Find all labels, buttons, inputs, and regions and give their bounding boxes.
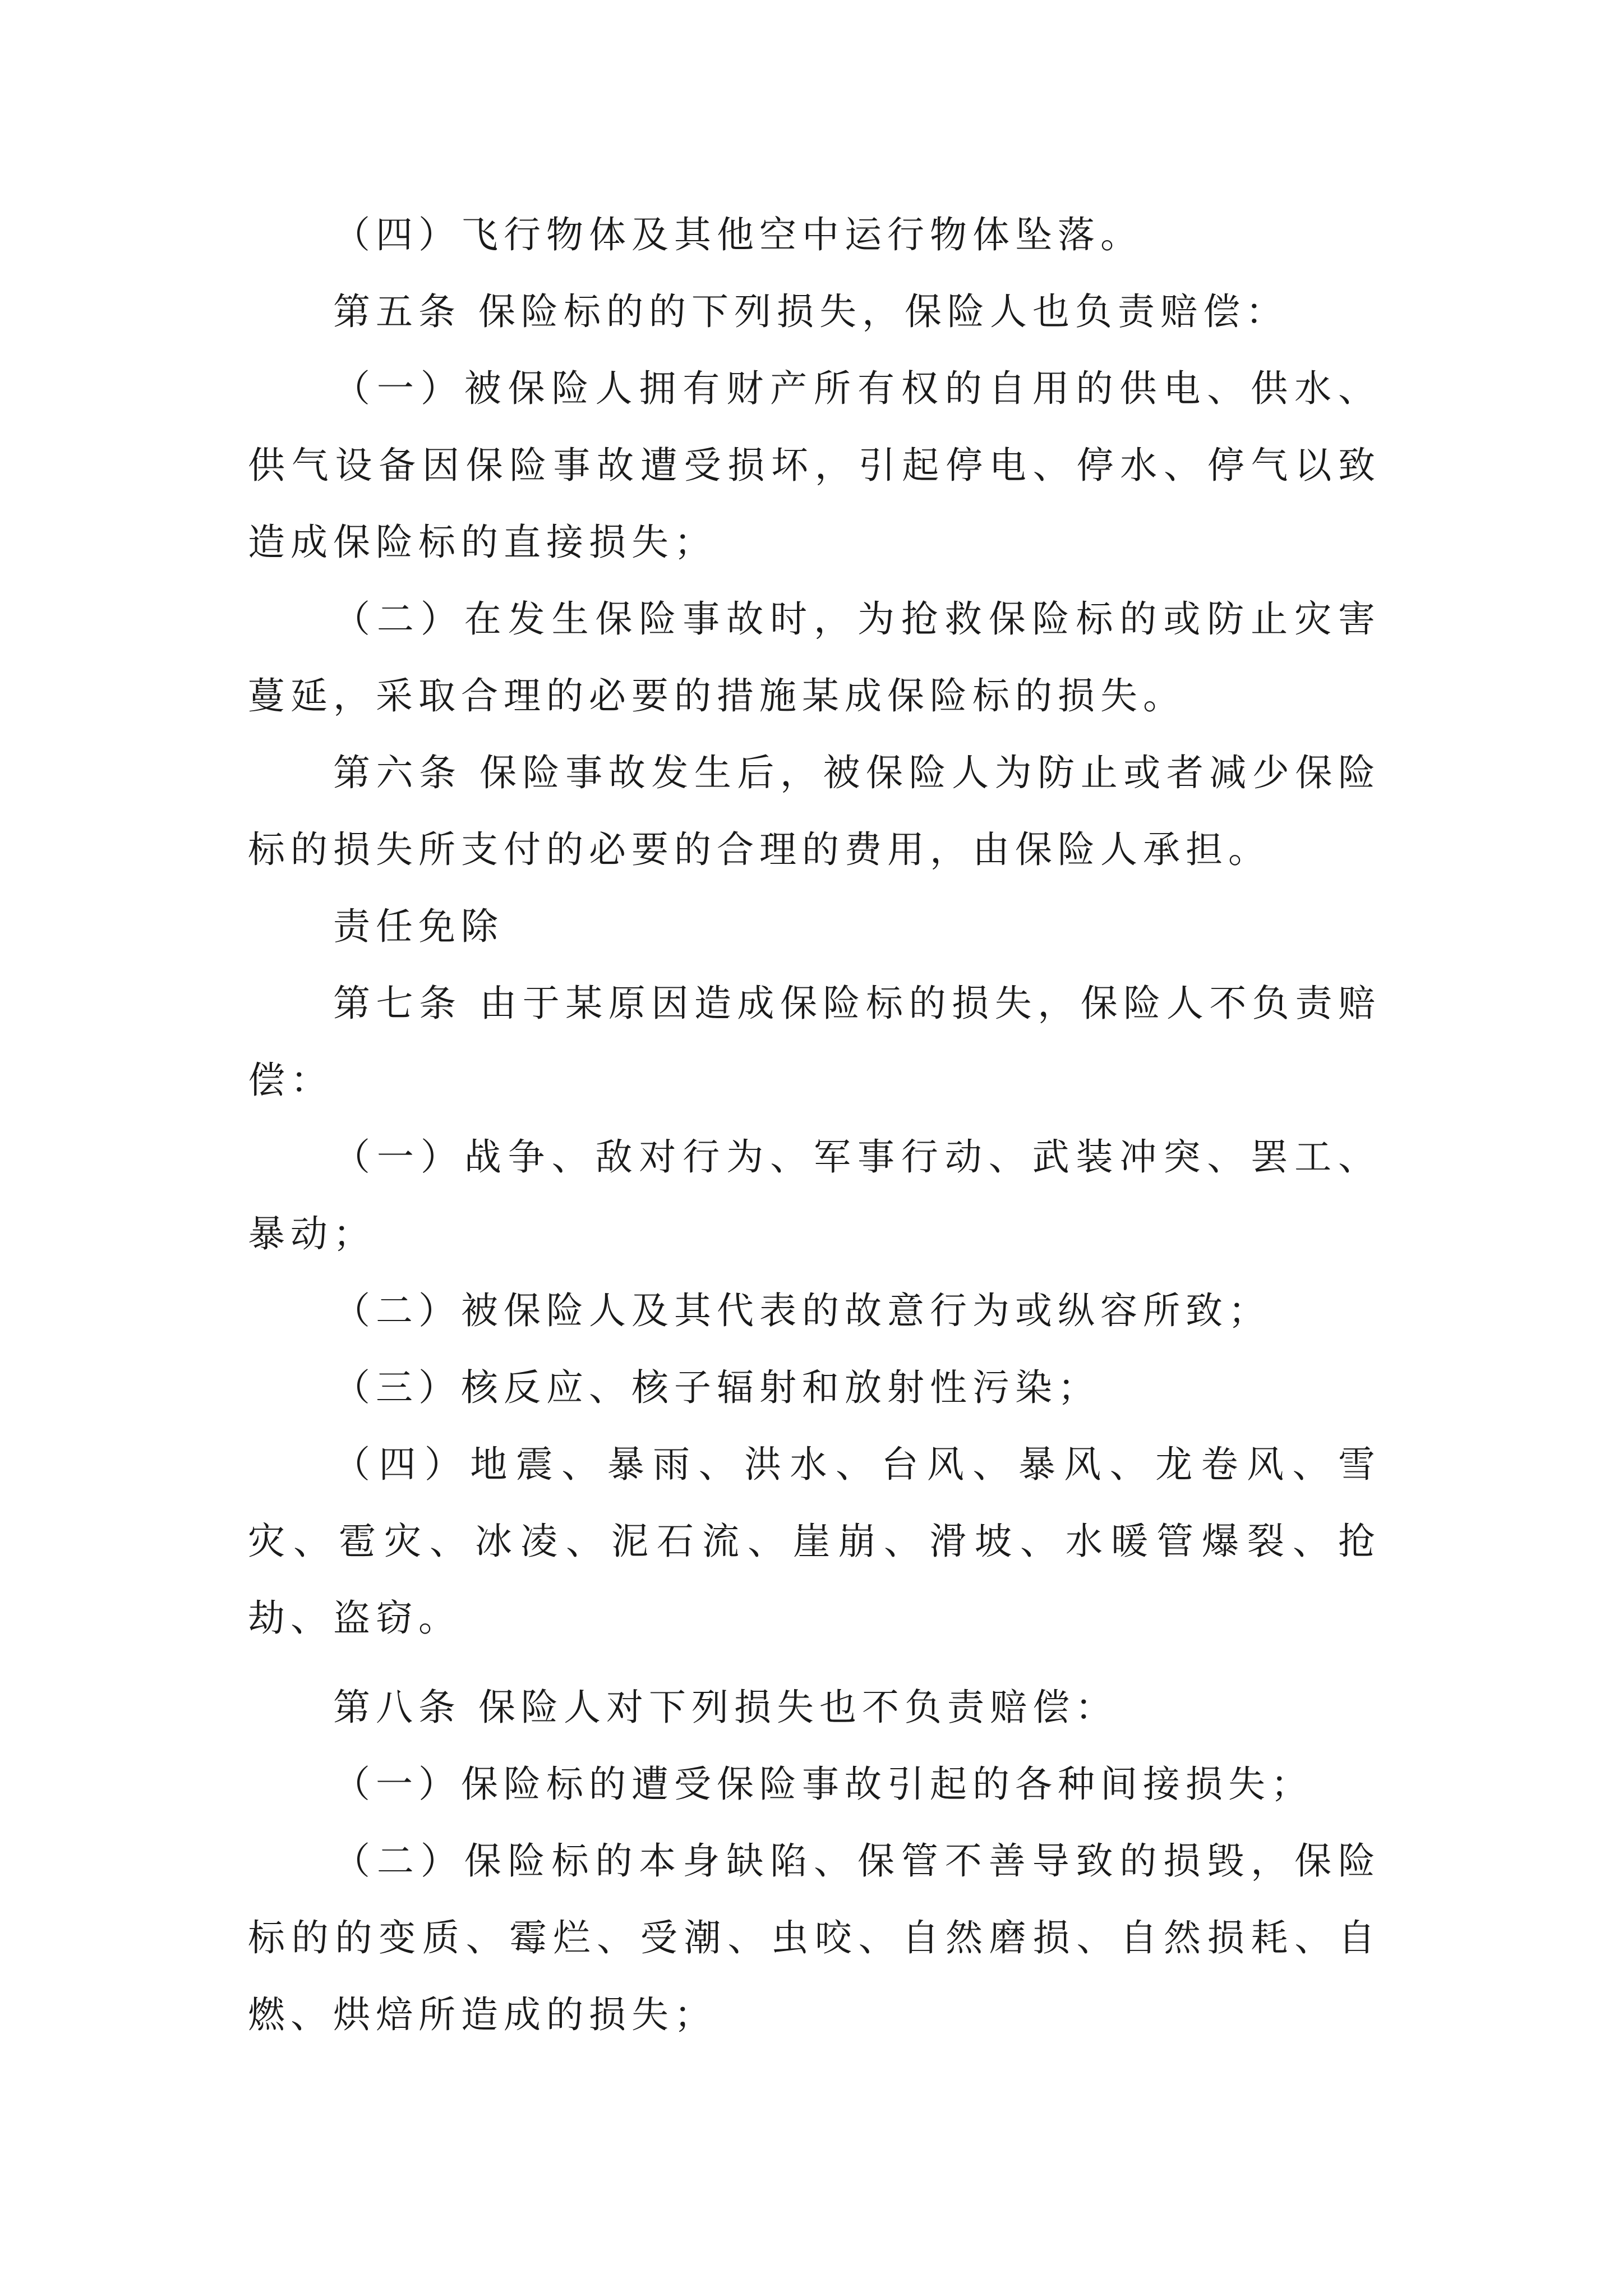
paragraph-article-8: 第八条 保险人对下列损失也不负责赔偿： — [333, 1686, 1118, 1729]
paragraph-spacer — [248, 1657, 1381, 1669]
paragraph-article-5-item-1: （一）被保险人拥有财产所有权的自用的供电、供水、供气设备因保险事故遭受损坏，引起停电、停水、停气以致造成保险标的直接损失； — [248, 367, 1381, 564]
paragraph-article-5: 第五条 保险标的的下列损失，保险人也负责赔偿： — [333, 290, 1288, 333]
paragraph-item-4-flying-objects: （四）飞行物体及其他空中运行物体坠落。 — [333, 213, 1143, 256]
paragraph-article-8-item-1: （一）保险标的遭受保险事故引起的各种间接损失； — [333, 1763, 1313, 1806]
paragraph-article-7-item-3: （三）核反应、核子辐射和放射性污染； — [333, 1366, 1100, 1409]
section-heading-exclusions: 责任免除 — [333, 905, 504, 948]
paragraph-article-7-item-1: （一）战争、敌对行为、军事行动、武装冲突、罢工、暴动； — [248, 1135, 1381, 1255]
paragraph-article-7-item-2: （二）被保险人及其代表的故意行为或纵容所致； — [333, 1289, 1271, 1332]
paragraph-article-8-item-2: （二）保险标的本身缺陷、保管不善导致的损毁，保险标的的变质、霉烂、受潮、虫咬、自然磨损、自然损耗、自燃、烘焙所造成的损失； — [248, 1839, 1381, 2036]
paragraph-article-7-item-4: （四）地震、暴雨、洪水、台风、暴风、龙卷风、雪灾、雹灾、冰凌、泥石流、崖崩、滑坡、水暖管爆裂、抢劫、盗窃。 — [248, 1443, 1381, 1640]
paragraph-article-5-item-2: （二）在发生保险事故时，为抢救保险标的或防止灾害蔓延，采取合理的必要的措施某成保险标的损失。 — [248, 597, 1381, 717]
document-body — [248, 196, 1381, 2053]
paragraph-article-6: 第六条 保险事故发生后，被保险人为防止或者减少保险标的损失所支付的必要的合理的费用，由保险人承担。 — [248, 751, 1381, 871]
paragraph-article-7: 第七条 由于某原因造成保险标的损失，保险人不负责赔偿： — [248, 982, 1381, 1102]
